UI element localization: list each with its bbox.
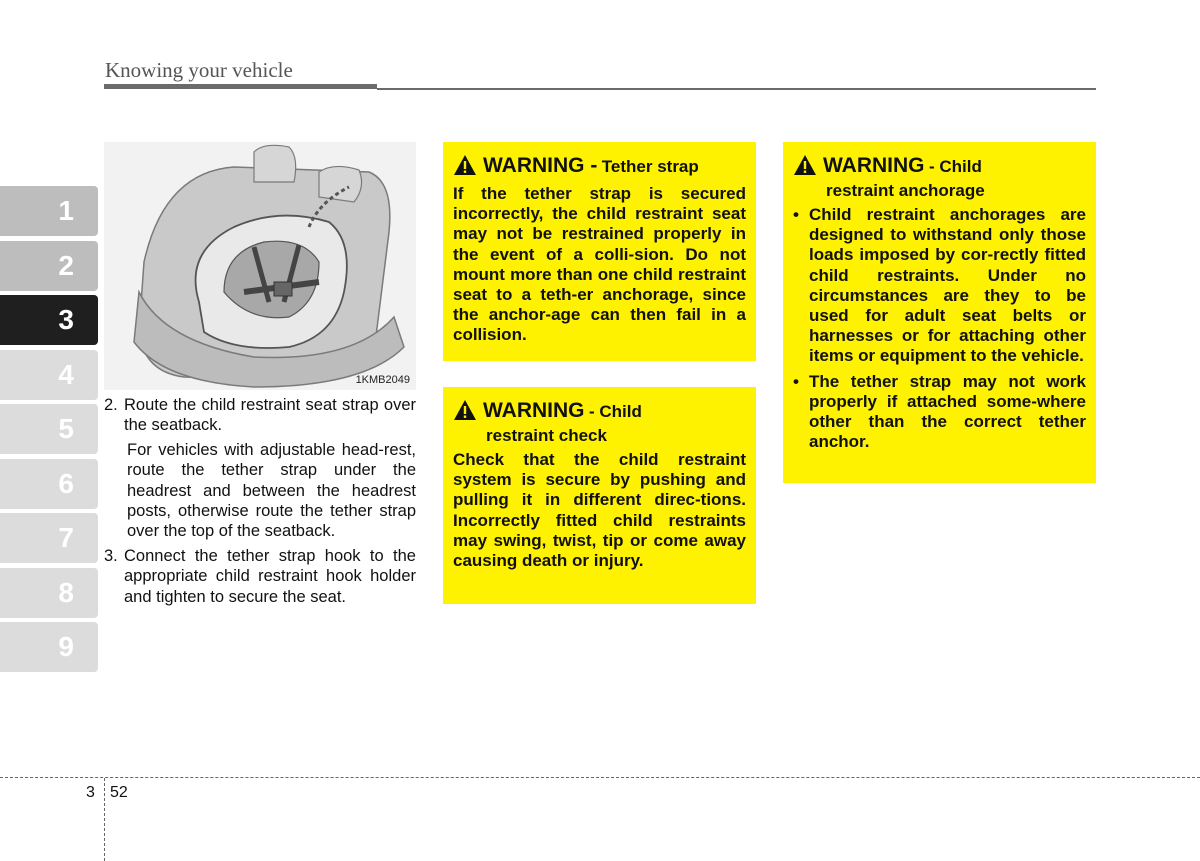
list-item — [793, 205, 1086, 367]
warning-subject-line-2: restraint check — [486, 426, 607, 445]
warning-heading — [453, 399, 746, 425]
warning-subject-line-2: restraint anchorage — [826, 181, 985, 200]
chapter-tab-7[interactable]: 7 — [0, 513, 98, 563]
footer-divider — [104, 778, 105, 861]
warning-triangle-icon — [453, 154, 477, 176]
warning-child-restraint-anchorage — [783, 142, 1096, 483]
header-rule-thick — [104, 84, 377, 89]
bullet-text: Child restraint anchorages are designed to withstand only those loads imposed by cor-rectly fitted child restraints. Under no circumstances are they to be used for adult seat belts or harnesses or for attaching other items or equipment to the vehicle. — [809, 205, 1086, 366]
page-number: 52 — [110, 784, 128, 801]
warning-heading — [793, 154, 1086, 180]
chapter-tab-3[interactable]: 3 — [0, 295, 98, 345]
bullet-dot: • — [793, 371, 799, 391]
warning-label: WARNING — [823, 154, 925, 177]
warning-heading — [453, 154, 746, 180]
step-2-note: For vehicles with adjustable head-rest, route the tether strap under the headrest and between the headrest posts, otherwise route the tether strap over the top of the seatback. — [127, 440, 416, 541]
chapter-tab-6[interactable]: 6 — [0, 459, 98, 509]
step-text: Route the child restraint seat strap over the seatback. — [124, 396, 416, 435]
warning-body: If the tether strap is secured incorrectly, the child restraint seat may not be restrained properly in the event of a colli-sion. Do not mount more than one child restraint seat to a teth-er anchorage, since the anchor-age can then fail in a collision. — [453, 184, 746, 345]
step-3 — [104, 546, 416, 607]
step-text: Connect the tether strap hook to the appropriate child restraint hook holder and tighten to secure the seat. — [124, 546, 416, 606]
chapter-tab-5[interactable]: 5 — [0, 404, 98, 454]
footer-rule — [0, 777, 1200, 778]
page-chapter-number: 3 — [86, 784, 95, 801]
figure-code: 1KMB2049 — [355, 374, 410, 386]
warning-body: Check that the child restraint system is secure by pushing and pulling it in different direc-tions. Incorrectly fitted child restraints may swing, twist, tip or come away causing death or injury. — [453, 450, 746, 571]
chapter-tab-9[interactable]: 9 — [0, 622, 98, 672]
step-number: 2. — [104, 396, 118, 414]
step-number: 3. — [104, 546, 118, 565]
child-seat-drawing — [104, 142, 416, 390]
warning-tether-strap — [443, 142, 756, 361]
child-seat-illustration — [104, 142, 416, 390]
bullet-text: The tether strap may not work properly if attached some-where other than the correct tether anchor. — [809, 371, 1086, 452]
bullet-dot: • — [793, 205, 799, 224]
warning-label: WARNING - — [483, 154, 598, 177]
header-title: Knowing your vehicle — [105, 58, 293, 82]
header-rule-thin — [377, 88, 1096, 90]
list-item — [793, 372, 1086, 453]
chapter-tabs — [0, 186, 98, 677]
warning-triangle-icon — [453, 399, 477, 421]
warning-bullet-list — [793, 205, 1086, 452]
warning-subject: Tether strap — [601, 157, 699, 176]
chapter-tab-8[interactable]: 8 — [0, 568, 98, 618]
warning-label: WARNING — [483, 399, 585, 422]
warning-child-restraint-check — [443, 387, 756, 604]
instruction-steps — [104, 395, 416, 607]
chapter-tab-1[interactable]: 1 — [0, 186, 98, 236]
warning-subject: - Child — [588, 402, 642, 421]
warning-subject: - Child — [928, 157, 982, 176]
chapter-tab-2[interactable]: 2 — [0, 241, 98, 291]
chapter-tab-4[interactable]: 4 — [0, 350, 98, 400]
warning-triangle-icon — [793, 154, 817, 176]
step-2 — [104, 395, 416, 436]
